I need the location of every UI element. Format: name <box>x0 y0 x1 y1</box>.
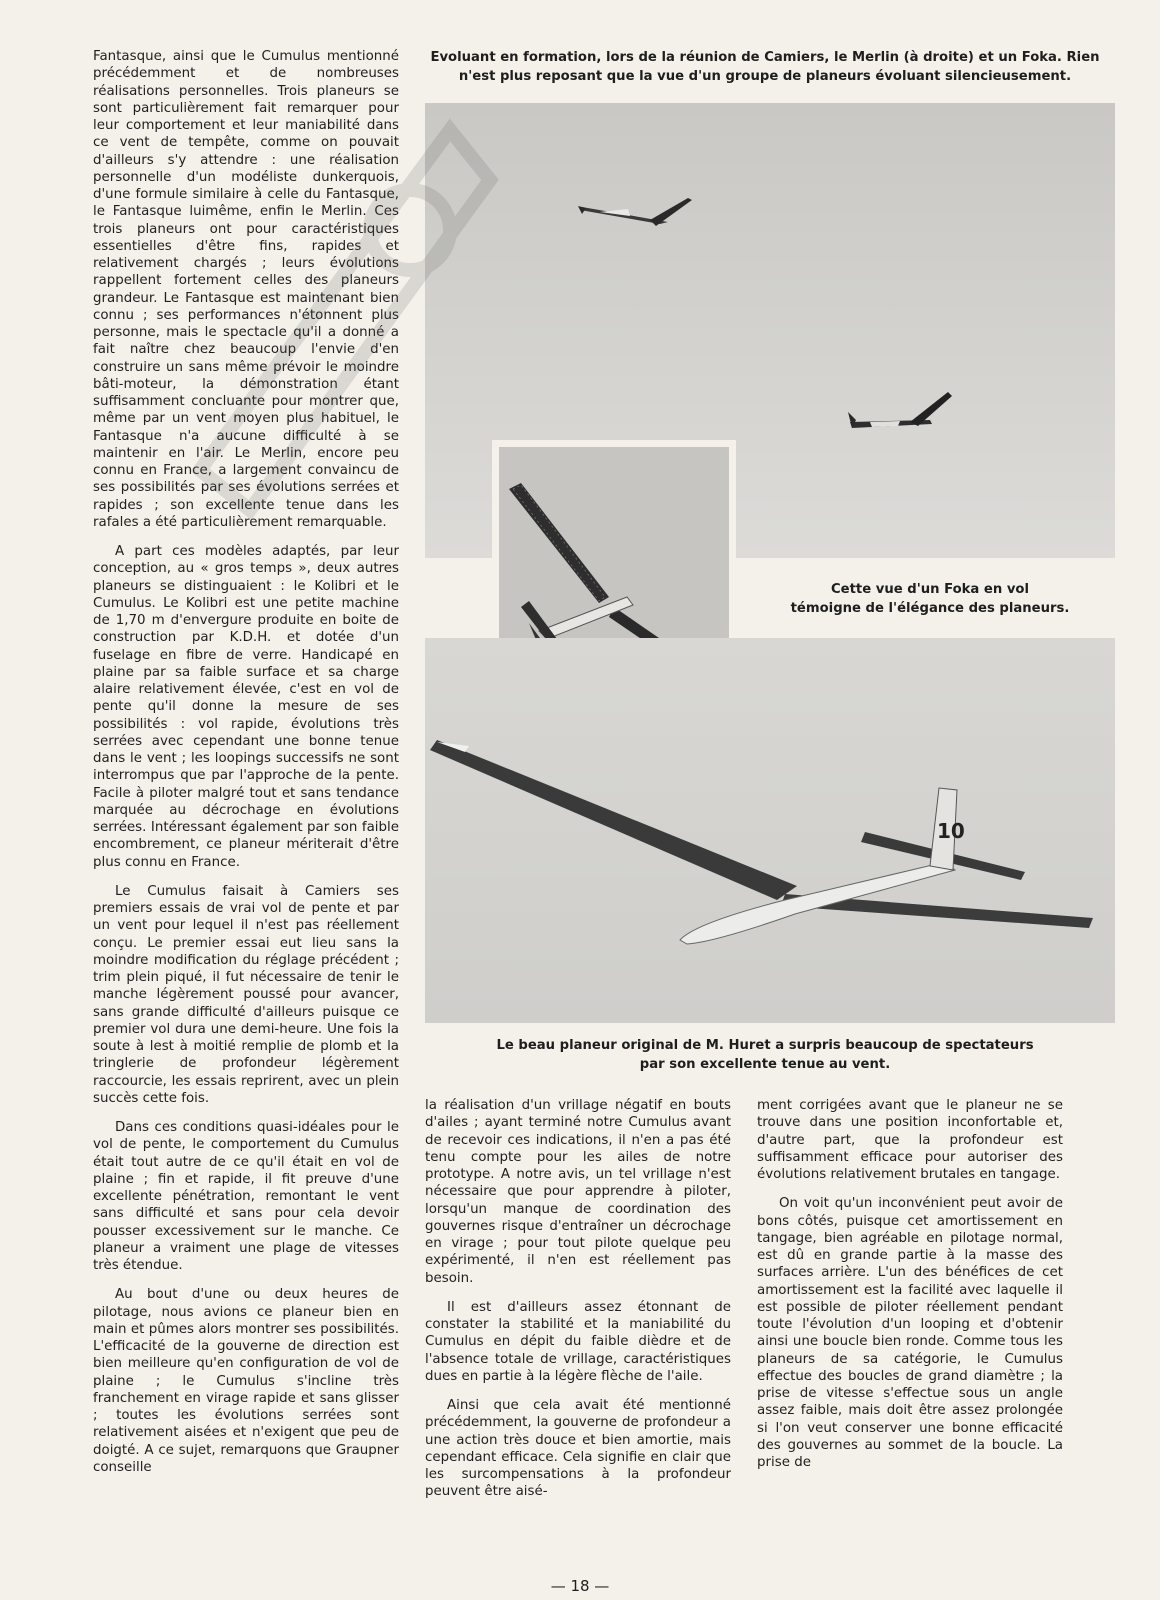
caption-foka-line2: témoigne de l'élégance des planeurs. <box>790 601 1070 616</box>
text-column-left <box>93 48 399 1476</box>
paragraph: On voit qu'un inconvénient peut avoir de bons côtés, puisque cet amortissement en tangage, bien agréable en pilotage normal, est dû en grande partie à la masse des surfaces arrière. L'un des bénéfices de cet amortissement est la facilité avec laquelle il est possible de piloter réellement pendant toute l'évolution d'un looping et d'obtenir ainsi une boucle bien ronde. Comme tous les planeurs de sa catégorie, le Cumulus effectue des boucles de grand diamètre ; la prise de vitesse s'effectue sous un angle assez faible, mais doit être assez prolongée si l'on veut conserver une bonne efficacité des gouvernes au sommet de la boucle. La prise de <box>757 1196 1063 1470</box>
paragraph: Le Cumulus faisait à Camiers ses premiers essais de vrai vol de pente et par un vent pour lequel il n'est pas réellement conçu. Le premier essai eut lieu sans la moindre modification du réglage précédent ; trim plein piqué, il fut nécessaire de tenir le manche légèrement poussé pour avancer, sans grande difficulté d'ailleurs puisque ce premier vol dura une demi-heure. Une fois la soute à lest à moitié remplie de plomb et la tringlerie de profondeur légèrement raccourcie, les essais reprirent, avec un plein succès cette fois. <box>93 883 399 1106</box>
photo-huret-glider <box>425 638 1115 1023</box>
paragraph: Dans ces conditions quasi-idéales pour le vol de pente, le comportement du Cumulus était tout autre de ce qu'il était en vol de plaine ; fin et rapide, il fit preuve d'une excellente pénétration, remontant le vent sans difficulté et sans pour cela devoir pousser excessivement sur le manche. Ce planeur a vraiment une plage de vitesses très étendue. <box>93 1120 399 1273</box>
paragraph: Au bout d'une ou deux heures de pilotage, nous avions ce planeur bien en main et pûmes alors montrer ses possibilités. L'efficacité de la gouverne de direction est bien meilleure qu'en configuration de vol de plaine ; le Cumulus s'incline très franchement en virage rapide et sans glisser ; toutes les évolutions serrées sont relativement aisées et n'exigent que peu de doigté. A ce sujet, remarquons que Graupner conseille <box>93 1287 399 1475</box>
paragraph: la réalisation d'un vrillage négatif en bouts d'ailes ; ayant terminé notre Cumulus avant de recevoir ces indications, il n'en a pas été tenu compte pour les ailes de notre prototype. A notre avis, un tel vrillage n'est nécessaire que pour apprendre à piloter, lorsqu'un manque de coordination des gouvernes risque d'entraîner un décrochage en virage ; pour tout pilote quelque peu expérimenté, il n'en est réellement pas besoin. <box>425 1098 731 1286</box>
caption-huret <box>440 1036 1090 1074</box>
caption-foka <box>780 580 1080 618</box>
text-column-middle <box>425 1097 731 1501</box>
tail-number: 10 <box>937 819 965 843</box>
paragraph: Il est d'ailleurs assez étonnant de constater la stabilité et la maniabilité du Cumulus en dépit du faible dièdre et de l'absence totale de vrillage, caractéristiques dues en partie à la légère flèche de l'aile. <box>425 1299 731 1384</box>
caption-foka-line1: Cette vue d'un Foka en vol <box>830 582 1030 597</box>
paragraph: Fantasque, ainsi que le Cumulus mentionné précédemment et de nombreuses réalisations personnelles. Trois planeurs se sont particulièrement fait remarquer pour leur comportement et leur maniabilité dans ce vent de tempête, comme on pouvait d'ailleurs s'y attendre : une réalisation personnelle d'un modéliste dunkerquois, d'une formule similaire à celle du Fantasque, le Fantasque luimême, enfin le Merlin. Ces trois planeurs ont pour caractéristiques essentielles d'être fins, rapides et relativement chargés ; leurs évolutions rappellent fortement celles des planeurs grandeur. Le Fantasque est maintenant bien connu ; ses performances n'étonnent plus personne, mais le spectacle qu'il a donné a fait naître chez beaucoup l'envie d'en construire un sans même prévoir le moindre bâti-moteur, la démonstration étant suffisamment concluante pour montrer que, même par un vent moyen plus habituel, le Fantasque n'a aucune difficulté à se maintenir en l'air. Le Merlin, encore peu connu en France, a largement convaincu de ses possibilités par ses évolutions serrées et rapides ; son excellente tenue dans les rafales a été particulièrement remarquable. <box>93 49 399 530</box>
caption-huret-line2: par son excellente tenue au vent. <box>639 1057 891 1072</box>
text-column-right <box>757 1097 1063 1471</box>
paragraph: A part ces modèles adaptés, par leur conception, au « gros temps », deux autres planeurs se distinguaient : le Kolibri et le Cumulus. Le Kolibri est une petite machine de 1,70 m d'envergure produite en boite de construction par K.D.H. et dotée d'un fuselage en fibre de verre. Handicapé en plaine par sa faible surface et sa charge alaire relativement élevée, c'est en vol de pente qu'il donne la mesure de ses possibilités : vol rapide, évolutions très serrées avec cependant une bonne tenue dans le vent ; les loopings successifs ne sont interrompus que par l'approche de la pente. Facile à piloter malgré tout et sans tendance marquée au décrochage en évolutions serrées. Intéressant également par son faible encombrement, ce planeur mériterait d'être plus connu en France. <box>93 544 399 870</box>
caption-formation: Evoluant en formation, lors de la réunion de Camiers, le Merlin (à droite) et un Foka. Rien n'est plus reposant que la vue d'un groupe de planeurs évoluant silencieusement. <box>430 50 1100 84</box>
paragraph: Ainsi que cela avait été mentionné précédemment, la gouverne de profondeur a une action très douce et bien amortie, mais cependant efficace. Cela signifie en clair que les surcompensations à la profondeur peuvent être aisé- <box>425 1398 731 1500</box>
page-number: — 18 — <box>550 1577 610 1595</box>
paragraph: ment corrigées avant que le planeur ne se trouve dans une position inconfortable et, d'autre part, que la profondeur est suffisamment efficace pour autoriser des évolutions relativement brutales en tangage. <box>757 1098 1063 1182</box>
caption-huret-line1: Le beau planeur original de M. Huret a surpris beaucoup de spectateurs <box>496 1038 1034 1053</box>
